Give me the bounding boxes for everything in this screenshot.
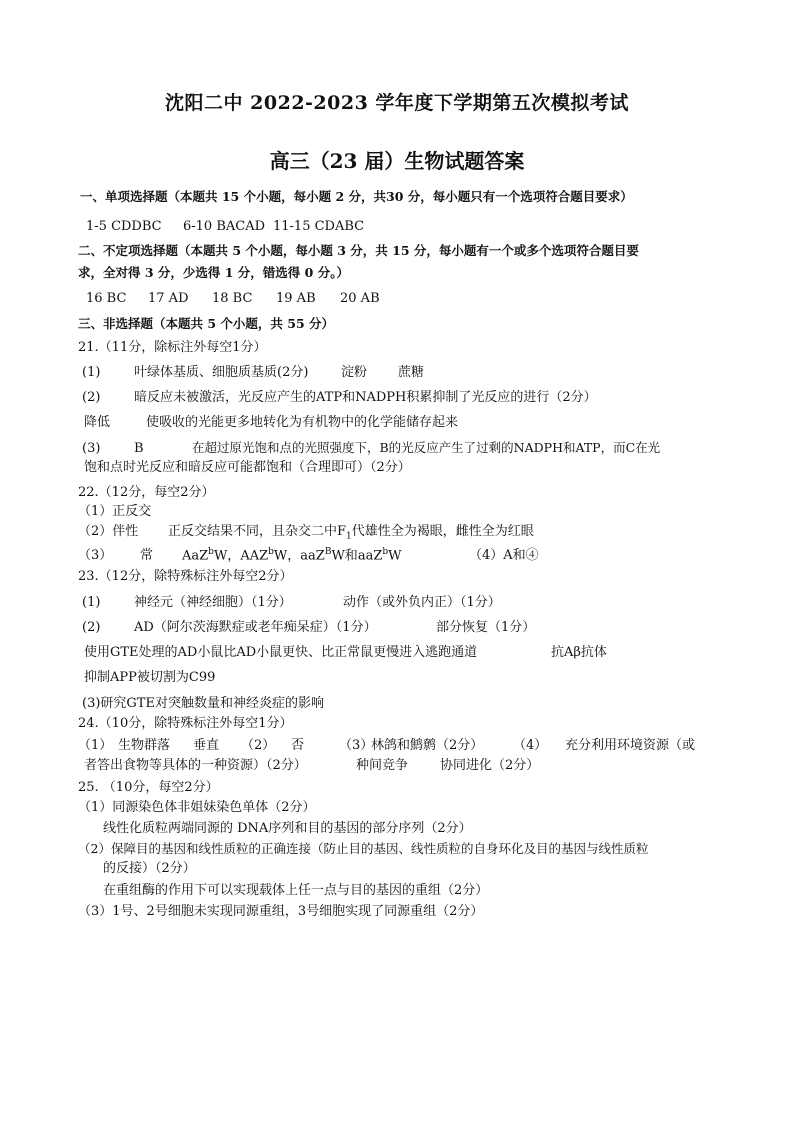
q21-part2-answer-c: 使吸收的光能更多地转化为有机物中的化学能储存起来	[146, 415, 459, 430]
genotype-4-sup: b	[382, 547, 389, 557]
q21-part2-line2	[84, 414, 458, 432]
q24-part4-answer-b: 种间竞争	[356, 758, 409, 773]
q23-part1-answer-b: 动作（或外负内正）（1分）	[343, 595, 501, 610]
q25-part1-line2: 线性化质粒两端同源的 DNA序列和目的基因的部分序列（2分）	[103, 821, 472, 836]
genotype-2-end: W，	[273, 548, 301, 564]
q21-part3-num: (3)	[82, 441, 101, 456]
genotype-1-end: W，	[213, 548, 241, 564]
section3-heading: 三、非选择题（本题共 5 个小题，共 55 分）	[78, 316, 335, 331]
q23-part2-answer-b: 部分恢复（1分）	[436, 620, 536, 635]
q21-part1-answer-c: 蔗糖	[398, 365, 425, 380]
q25-part2-line3: 在重组酶的作用下可以实现载体上任一点与目的基因的重组（2分）	[103, 883, 489, 898]
q25-part1: （1）同源染色体非姐妹染色单体（2分）	[78, 800, 316, 815]
genotype-1: AaZ	[182, 548, 209, 564]
q22-part2-answer-a: （2）伴性	[78, 524, 139, 539]
q22-part4: （4）A和④	[469, 548, 539, 564]
q21-part1-answer-a: 叶绿体基质、细胞质基质(2分)	[134, 365, 309, 380]
q23-part2-line2	[84, 644, 607, 662]
q22-f1-subscript: 1	[346, 531, 352, 542]
q23-part1	[82, 594, 501, 612]
genotype-2: AAZ	[240, 548, 269, 564]
q22-part3-num: （3）	[78, 548, 113, 564]
q23-part1-answer-a: 神经元（神经细胞）（1分）	[134, 595, 292, 610]
answer-19: 19 AB	[276, 291, 316, 306]
exam-subtitle: 高三（23 届）生物试题答案	[269, 149, 525, 173]
q22-part2-text-end: 代雄性全为褐眼，雌性全为红眼	[351, 524, 534, 539]
answer-11-15: 11-15 CDABC	[273, 219, 365, 234]
answer-6-10: 6-10 BACAD	[183, 219, 266, 234]
genotype-2-sup: b	[268, 547, 274, 557]
q21-part3	[82, 439, 660, 458]
q23-part2-answer-d: 抗Aβ抗体	[551, 645, 607, 660]
q24-part2-answer: 否	[291, 738, 305, 753]
q22-heading: 22.（12分，每空2分）	[78, 485, 215, 500]
q25-part2-line2: 的反接）（2分）	[103, 861, 196, 876]
answer-1-5: 1-5 CDDBC	[86, 219, 162, 234]
section2-heading-line1: 二、不定项选择题（本题共 5 个小题，每小题 3 分，共 15 分，每小题有一个或多个选项符合题目要	[78, 243, 639, 258]
q22-part3	[78, 543, 539, 565]
q23-part2-answer-a: AD（阿尔茨海默症或老年痴呆症）（1分）	[134, 620, 377, 635]
q24-part4-answer-c: 协同进化（2分）	[440, 758, 540, 773]
q24-part3-num: （3）	[339, 738, 374, 753]
q21-part1	[82, 364, 424, 382]
genotype-3-sup: B	[324, 547, 332, 557]
section1-heading: 一、单项选择题（本题共 15 个小题，每小题 2 分，共30 分，每小题只有一个选项符合题目要求）	[80, 189, 633, 204]
q24-part4-answer-a: 充分利用环境资源（或	[565, 738, 696, 753]
q24-line2	[84, 757, 539, 775]
genotype-3: aaZ	[300, 548, 325, 564]
q23-part2	[82, 619, 535, 637]
q21-part3-answer-b: 在超过原光饱和点的光照强度下，B的光反应产生了过剩的NADPH和ATP，而C在光	[192, 440, 661, 455]
genotype-4: aaZ	[357, 548, 383, 564]
exam-title: 沈阳二中 2022-2023 学年度下学期第五次模拟考试	[165, 92, 629, 114]
genotype-1-sup: b	[208, 547, 214, 557]
q23-part1-num: (1)	[82, 595, 101, 610]
q24-part3-answer: 林鸽和鹪鹩（2分）	[371, 738, 484, 753]
q21-part3-line2: 饱和点时光反应和暗反应可能都饱和（合理即可）（2分）	[84, 460, 411, 475]
answer-20: 20 AB	[340, 291, 380, 306]
q22-part3-answer-a: 常	[140, 548, 154, 564]
answer-17: 17 AD	[148, 291, 189, 306]
q21-part1-num: (1)	[82, 365, 101, 380]
genotype-4-end: W	[388, 548, 402, 564]
q24-part4-num: （4）	[513, 738, 548, 753]
q23-part3: (3)研究GTE对突触数量和神经炎症的影响	[82, 696, 324, 711]
q21-part2	[82, 389, 597, 407]
q23-part2-num: (2)	[82, 620, 101, 635]
q24-part1-answer-b: 垂直	[193, 738, 220, 753]
q23-part2-line3: 抑制APP被切割为C99	[84, 670, 216, 685]
q22-genotypes	[182, 543, 469, 565]
q24-part2-num: （2）	[241, 738, 276, 753]
answer-18: 18 BC	[212, 291, 253, 306]
q21-part2-num: (2)	[82, 390, 101, 405]
q23-heading: 23.（12分，除特殊标注外每空2分）	[78, 569, 293, 584]
q23-part2-answer-c: 使用GTE处理的AD小鼠比AD小鼠更快、比正常鼠更慢进入逃跑通道	[84, 645, 478, 660]
q24-part1-num: （1）	[78, 738, 113, 753]
q25-part2: （2）保障目的基因和线性质粒的正确连接（防止目的基因、线性质粒的自身环化及目的基因与线性质粒	[78, 841, 649, 856]
q24-heading: 24.（10分，除特殊标注外每空1分）	[78, 716, 293, 731]
q24-line1	[78, 737, 695, 755]
q24-part1-answer-a: 生物群落	[118, 738, 171, 753]
genotype-3-end: W和	[331, 548, 358, 564]
q21-part3-answer-a: B	[134, 441, 144, 456]
q25-heading: 25. （10分，每空2分）	[78, 780, 219, 795]
q21-heading: 21.（11分，除标注外每空1分）	[78, 340, 267, 355]
q22-part1: （1）正反交	[78, 504, 152, 519]
q21-part2-answer-b: 降低	[84, 415, 111, 430]
q21-part1-answer-b: 淀粉	[341, 365, 368, 380]
q25-part3: （3）1号、2号细胞未实现同源重组，3号细胞实现了同源重组（2分）	[78, 904, 484, 919]
section2-heading-line2: 求，全对得 3 分，少选得 1 分，错选得 0 分。）	[78, 265, 349, 280]
answer-16: 16 BC	[86, 291, 127, 306]
section2-answers	[86, 290, 380, 308]
q24-part4-answer-a-cont: 者答出食物等具体的一种资源）（2分）	[84, 758, 307, 773]
q21-part2-answer-a: 暗反应未被激活，光反应产生的ATP和NADPH积累抑制了光反应的进行（2分）	[134, 390, 597, 405]
q22-part2-text: 正反交结果不同，且杂交二中F	[168, 524, 347, 539]
section1-answers	[86, 218, 364, 236]
